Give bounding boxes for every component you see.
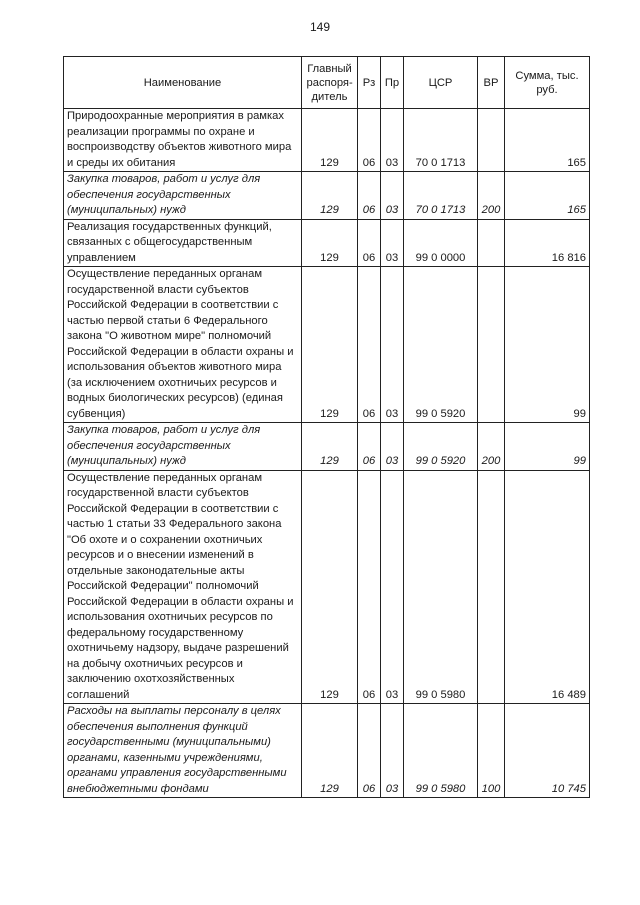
row-subsection: 03 — [381, 267, 404, 423]
row-main-manager: 129 — [302, 109, 358, 172]
row-target-article: 99 0 5920 — [404, 267, 478, 423]
row-target-article: 99 0 0000 — [404, 219, 478, 267]
row-sum: 10 745 — [505, 704, 590, 798]
row-sum: 165 — [505, 109, 590, 172]
header-name: Наименование — [64, 57, 302, 109]
row-sum: 16 489 — [505, 470, 590, 704]
row-name: Осуществление переданных органам государственной власти субъектов Российской Федерации в соответствии с частью 1 статьи 33 Федерального закона "Об охоте и о сохранении охотничьих ресурсов и о внесении изменений в отдельные законодательные акты Российской Федерации" полномочий Российской Федерации в области охраны и использования охотничьих ресурсов по федеральному государственному охотничьему надзору, выдаче разрешений на добычу охотничьих ресурсов и заключению охотхозяйственных соглашений — [64, 470, 302, 704]
row-subsection: 03 — [381, 219, 404, 267]
row-expense-type — [478, 267, 505, 423]
row-main-manager: 129 — [302, 172, 358, 220]
table-header — [64, 57, 590, 109]
row-main-manager: 129 — [302, 219, 358, 267]
row-section: 06 — [358, 267, 381, 423]
header-subsection: Пр — [381, 57, 404, 109]
row-section: 06 — [358, 219, 381, 267]
row-subsection: 03 — [381, 109, 404, 172]
row-sum: 99 — [505, 267, 590, 423]
row-subsection: 03 — [381, 423, 404, 471]
table-row — [64, 423, 590, 471]
row-name: Расходы на выплаты персоналу в целях обеспечения выполнения функций государственными (муниципальными) органами, казенными учреждениями, органами управления государственными внебюджетными фондами — [64, 704, 302, 798]
row-name: Закупка товаров, работ и услуг для обеспечения государственных (муниципальных) нужд — [64, 423, 302, 471]
header-section: Рз — [358, 57, 381, 109]
row-subsection: 03 — [381, 704, 404, 798]
row-main-manager: 129 — [302, 704, 358, 798]
row-subsection: 03 — [381, 470, 404, 704]
row-section: 06 — [358, 423, 381, 471]
row-sum: 165 — [505, 172, 590, 220]
row-target-article: 99 0 5920 — [404, 423, 478, 471]
row-sum: 16 816 — [505, 219, 590, 267]
table-row — [64, 109, 590, 172]
row-expense-type — [478, 109, 505, 172]
row-name: Осуществление переданных органам государственной власти субъектов Российской Федерации в соответствии с частью первой статьи 6 Федерального закона "О животном мире" полномочий Российской Федерации в области охраны и использования объектов животного мира (за исключением охотничьих ресурсов и водных биологических ресурсов) (единая субвенция) — [64, 267, 302, 423]
row-name: Природоохранные мероприятия в рамках реализации программы по охране и воспроизводству объектов животного мира и среды их обитания — [64, 109, 302, 172]
row-section: 06 — [358, 172, 381, 220]
row-expense-type — [478, 470, 505, 704]
row-expense-type: 200 — [478, 423, 505, 471]
row-subsection: 03 — [381, 172, 404, 220]
row-target-article: 70 0 1713 — [404, 172, 478, 220]
row-target-article: 70 0 1713 — [404, 109, 478, 172]
row-name: Закупка товаров, работ и услуг для обеспечения государственных (муниципальных) нужд — [64, 172, 302, 220]
row-target-article: 99 0 5980 — [404, 470, 478, 704]
header-main-manager: Главный распоря-дитель — [302, 57, 358, 109]
row-main-manager: 129 — [302, 267, 358, 423]
row-section: 06 — [358, 109, 381, 172]
table-row — [64, 219, 590, 267]
page-number: 149 — [309, 20, 331, 34]
table-row — [64, 172, 590, 220]
row-main-manager: 129 — [302, 470, 358, 704]
header-expense-type: ВР — [478, 57, 505, 109]
row-section: 06 — [358, 470, 381, 704]
row-section: 06 — [358, 704, 381, 798]
header-target-article: ЦСР — [404, 57, 478, 109]
row-expense-type: 100 — [478, 704, 505, 798]
table-row — [64, 704, 590, 798]
row-main-manager: 129 — [302, 423, 358, 471]
table-row — [64, 470, 590, 704]
row-sum: 99 — [505, 423, 590, 471]
table-row — [64, 267, 590, 423]
table-body — [64, 109, 590, 798]
budget-table — [63, 56, 590, 798]
row-expense-type — [478, 219, 505, 267]
row-expense-type: 200 — [478, 172, 505, 220]
header-sum: Сумма, тыс. руб. — [505, 57, 590, 109]
row-name: Реализация государственных функций, связанных с общегосударственным управлением — [64, 219, 302, 267]
row-target-article: 99 0 5980 — [404, 704, 478, 798]
